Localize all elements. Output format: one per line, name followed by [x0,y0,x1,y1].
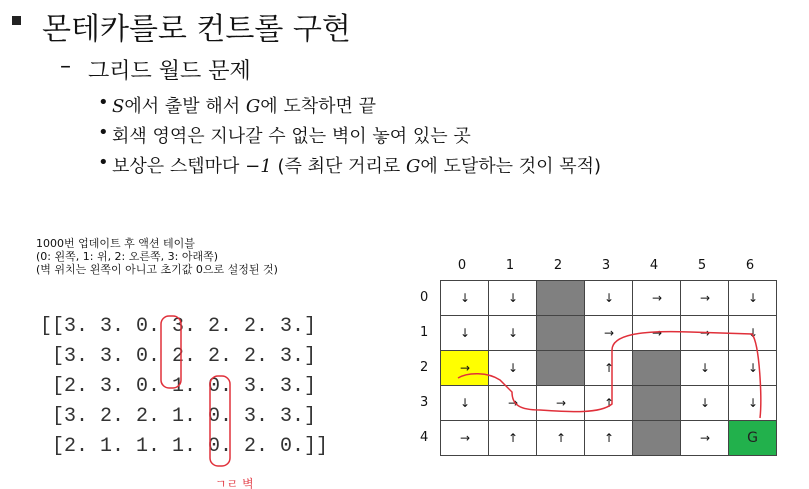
right-arrow-icon: → [700,431,711,445]
subtitle: 그리드 월드 문제 [88,59,251,84]
up-arrow-icon: ↑ [604,361,615,375]
down-arrow-icon: ↓ [460,396,471,410]
row-label: 0 [420,290,429,305]
down-arrow-icon: ↓ [508,361,519,375]
row-label: 3 [420,395,429,410]
down-arrow-icon: ↓ [700,396,711,410]
annotation-path [458,332,761,418]
row-label: 2 [420,360,429,375]
right-arrow-icon: → [652,291,663,305]
col-label: 5 [697,258,707,273]
col-label: 1 [505,258,515,273]
bullet-item-1: • S에서 출발 해서 G에 도착하면 끝 [98,92,377,117]
right-arrow-icon: → [700,326,711,340]
annotation-circle [161,316,181,388]
down-arrow-icon: ↓ [508,326,519,340]
right-arrow-icon: → [652,326,663,340]
down-arrow-icon: ↓ [748,291,759,305]
up-arrow-icon: ↑ [604,396,615,410]
action-table-matrix: [[3. 3. 0. 3. 2. 2. 3.] [3. 3. 0. 2. 2. 2. 3.] [2. 3. 0. 1. 0. 3. 3.] [3. 2. 2. 1. 0. 3. 3.] [2. 1. 1. 1. 0. 2. 0.]] [40,315,329,458]
up-arrow-icon: ↑ [508,431,519,445]
right-arrow-icon: → [700,291,711,305]
page-title: 몬테카를로 컨트롤 구현 [42,12,351,47]
col-label: 2 [553,258,563,273]
down-arrow-icon: ↓ [604,291,615,305]
col-label: 6 [745,258,755,273]
up-arrow-icon: ↑ [556,431,567,445]
col-label: 3 [601,258,611,273]
right-arrow-icon: → [460,361,471,375]
down-arrow-icon: ↓ [748,361,759,375]
annotation-circle [210,376,230,466]
action-table-caption: 1000번 업데이트 후 액션 테이블 (0: 왼쪽, 1: 위, 2: 오른쪽, 3: 아래쪽) (벽 위치는 왼쪽이 아니고 초기값 0으로 설정된 것) [36,237,278,276]
down-arrow-icon: ↓ [748,326,759,340]
down-arrow-icon: ↓ [460,291,471,305]
col-label: 4 [649,258,659,273]
goal-cell: G [729,421,777,456]
down-arrow-icon: ↓ [700,361,711,375]
annotation-note: ㄱㄹ 벽 [215,477,254,489]
col-label: 0 [457,258,467,273]
down-arrow-icon: ↓ [748,396,759,410]
dash-bullet: – [60,54,71,79]
row-label: 4 [420,430,429,445]
down-arrow-icon: ↓ [508,291,519,305]
row-label: 1 [420,325,429,340]
bullet-item-2: • 회색 영역은 지나갈 수 없는 벽이 놓여 있는 곳 [98,122,471,147]
right-arrow-icon: → [556,396,567,410]
down-arrow-icon: ↓ [460,326,471,340]
up-arrow-icon: ↑ [604,431,615,445]
bullet-item-3: • 보상은 스텝마다 −1 (즉 최단 거리로 G에 도달하는 것이 목적) [98,152,602,177]
right-arrow-icon: → [604,326,615,340]
right-arrow-icon: → [460,431,471,445]
right-arrow-icon: → [508,396,519,410]
